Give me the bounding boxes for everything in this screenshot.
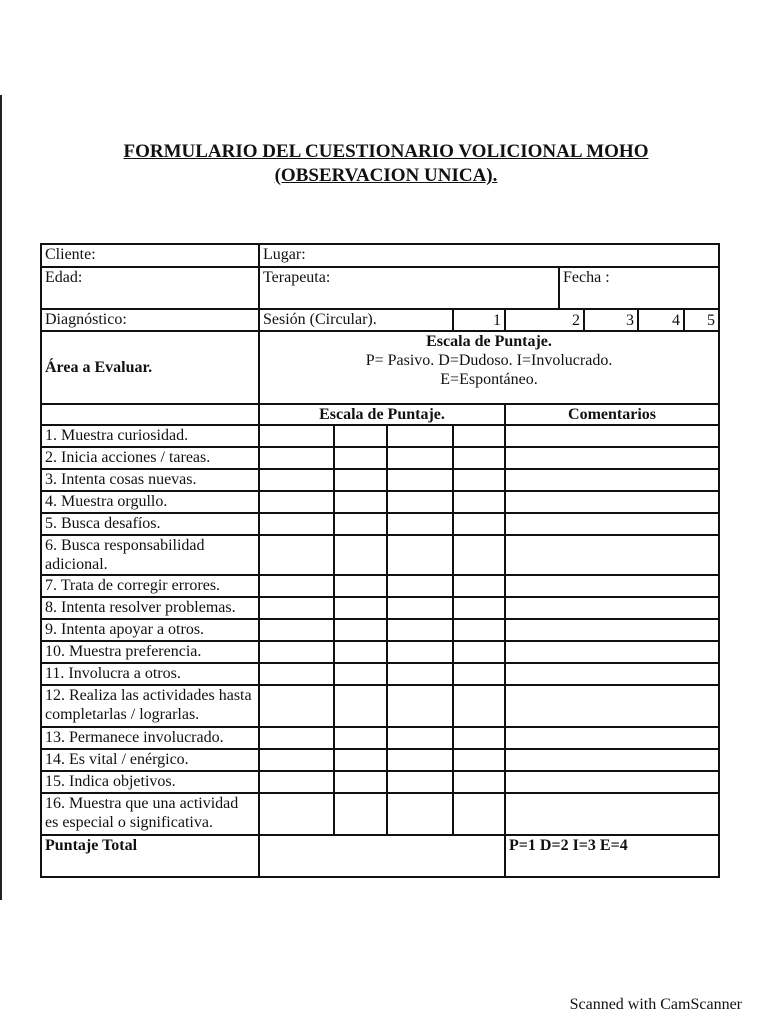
score-p-cell[interactable] (259, 575, 334, 597)
score-d-cell[interactable] (334, 749, 387, 771)
item-row (41, 597, 719, 619)
score-e-cell[interactable] (453, 685, 505, 727)
score-i-cell[interactable] (387, 469, 453, 491)
session-label: Sesión (Circular). (259, 309, 453, 331)
session-option-1[interactable]: 1 (453, 309, 505, 331)
score-p-cell[interactable] (259, 447, 334, 469)
score-i-cell[interactable] (387, 619, 453, 641)
item-label: 16. Muestra que una actividad es especial o significativa. (41, 793, 259, 835)
area-label: Área a Evaluar. (41, 331, 259, 404)
item-label: 2. Inicia acciones / tareas. (41, 447, 259, 469)
score-e-cell[interactable] (453, 469, 505, 491)
score-d-cell[interactable] (334, 535, 387, 575)
client-field[interactable]: Cliente: (41, 244, 259, 267)
comment-cell[interactable] (505, 447, 719, 469)
comment-cell[interactable] (505, 685, 719, 727)
volitional-form-table (40, 243, 720, 878)
comment-cell[interactable] (505, 575, 719, 597)
score-d-cell[interactable] (334, 575, 387, 597)
score-p-cell[interactable] (259, 641, 334, 663)
item-row (41, 425, 719, 447)
comments-column-header: Comentarios (505, 404, 719, 425)
place-field[interactable]: Lugar: (259, 244, 719, 267)
score-e-cell[interactable] (453, 513, 505, 535)
score-d-cell[interactable] (334, 513, 387, 535)
age-field[interactable]: Edad: (41, 267, 259, 309)
item-row (41, 619, 719, 641)
item-row (41, 771, 719, 793)
blank-header-cell (41, 404, 259, 425)
score-i-cell[interactable] (387, 793, 453, 835)
comment-cell[interactable] (505, 663, 719, 685)
score-e-cell[interactable] (453, 425, 505, 447)
date-field[interactable]: Fecha : (559, 267, 719, 309)
score-p-cell[interactable] (259, 513, 334, 535)
item-row (41, 641, 719, 663)
item-label: 12. Realiza las actividades hasta completarlas / lograrlas. (41, 685, 259, 727)
score-d-cell[interactable] (334, 425, 387, 447)
item-rows (41, 425, 719, 835)
score-p-cell[interactable] (259, 425, 334, 447)
scan-edge-line (0, 95, 2, 900)
comment-cell[interactable] (505, 619, 719, 641)
score-d-cell[interactable] (334, 727, 387, 749)
score-p-cell[interactable] (259, 469, 334, 491)
score-e-cell[interactable] (453, 749, 505, 771)
score-p-cell[interactable] (259, 685, 334, 727)
score-e-cell[interactable] (453, 535, 505, 575)
score-d-cell[interactable] (334, 663, 387, 685)
comment-cell[interactable] (505, 727, 719, 749)
score-i-cell[interactable] (387, 575, 453, 597)
item-label: 6. Busca responsabilidad adicional. (41, 535, 259, 575)
score-e-cell[interactable] (453, 641, 505, 663)
item-label: 4. Muestra orgullo. (41, 491, 259, 513)
comment-cell[interactable] (505, 793, 719, 835)
therapist-field[interactable]: Terapeuta: (259, 267, 559, 309)
score-i-cell[interactable] (387, 597, 453, 619)
score-e-cell[interactable] (453, 491, 505, 513)
comment-cell[interactable] (505, 749, 719, 771)
score-d-cell[interactable] (334, 641, 387, 663)
item-row (41, 727, 719, 749)
item-row (41, 469, 719, 491)
comment-cell[interactable] (505, 641, 719, 663)
comment-cell[interactable] (505, 491, 719, 513)
session-option-2[interactable]: 2 (505, 309, 584, 331)
item-label: 7. Trata de corregir errores. (41, 575, 259, 597)
score-i-cell[interactable] (387, 491, 453, 513)
item-label: 13. Permanece involucrado. (41, 727, 259, 749)
score-i-cell[interactable] (387, 535, 453, 575)
score-i-cell[interactable] (387, 749, 453, 771)
total-score-key: P=1 D=2 I=3 E=4 (505, 835, 719, 877)
score-i-cell[interactable] (387, 685, 453, 727)
score-e-cell[interactable] (453, 793, 505, 835)
session-option-4[interactable]: 4 (638, 309, 684, 331)
item-row (41, 513, 719, 535)
item-label: 10. Muestra preferencia. (41, 641, 259, 663)
total-label: Puntaje Total (41, 835, 259, 877)
item-row (41, 575, 719, 597)
score-d-cell[interactable] (334, 491, 387, 513)
diagnosis-field[interactable]: Diagnóstico: (41, 309, 259, 331)
score-d-cell[interactable] (334, 793, 387, 835)
score-e-cell[interactable] (453, 771, 505, 793)
score-p-cell[interactable] (259, 663, 334, 685)
legend-title: Escala de Puntaje. (426, 333, 552, 350)
score-p-cell[interactable] (259, 619, 334, 641)
score-p-cell[interactable] (259, 793, 334, 835)
item-label: 11. Involucra a otros. (41, 663, 259, 685)
score-i-cell[interactable] (387, 425, 453, 447)
legend-line-1: P= Pasivo. D=Dudoso. I=Involucrado. (365, 352, 613, 369)
item-row (41, 535, 719, 575)
scanner-watermark: Scanned with CamScanner (569, 996, 742, 1013)
score-p-cell[interactable] (259, 727, 334, 749)
item-label: 9. Intenta apoyar a otros. (41, 619, 259, 641)
item-row (41, 663, 719, 685)
score-e-cell[interactable] (453, 575, 505, 597)
comment-cell[interactable] (505, 535, 719, 575)
score-i-cell[interactable] (387, 513, 453, 535)
score-p-cell[interactable] (259, 491, 334, 513)
score-legend (259, 331, 719, 404)
item-row (41, 749, 719, 771)
score-e-cell[interactable] (453, 597, 505, 619)
form-title: FORMULARIO DEL CUESTIONARIO VOLICIONAL MOHO (123, 141, 649, 162)
item-label: 1. Muestra curiosidad. (41, 425, 259, 447)
item-label: 5. Busca desafíos. (41, 513, 259, 535)
score-d-cell[interactable] (334, 447, 387, 469)
item-row (41, 793, 719, 835)
session-option-5[interactable]: 5 (684, 309, 719, 331)
total-score-cell[interactable] (259, 835, 505, 877)
score-i-cell[interactable] (387, 663, 453, 685)
score-p-cell[interactable] (259, 535, 334, 575)
score-e-cell[interactable] (453, 663, 505, 685)
score-i-cell[interactable] (387, 771, 453, 793)
score-column-header: Escala de Puntaje. (259, 404, 505, 425)
legend-line-2: E=Espontáneo. (440, 371, 538, 388)
score-p-cell[interactable] (259, 749, 334, 771)
score-d-cell[interactable] (334, 619, 387, 641)
score-d-cell[interactable] (334, 685, 387, 727)
score-i-cell[interactable] (387, 447, 453, 469)
item-label: 3. Intenta cosas nuevas. (41, 469, 259, 491)
item-row (41, 685, 719, 727)
item-row (41, 447, 719, 469)
score-p-cell[interactable] (259, 771, 334, 793)
score-e-cell[interactable] (453, 447, 505, 469)
form-subtitle: (OBSERVACION UNICA). (274, 165, 498, 186)
score-d-cell[interactable] (334, 771, 387, 793)
score-d-cell[interactable] (334, 597, 387, 619)
comment-cell[interactable] (505, 513, 719, 535)
item-row (41, 491, 719, 513)
score-e-cell[interactable] (453, 727, 505, 749)
comment-cell[interactable] (505, 771, 719, 793)
session-option-3[interactable]: 3 (584, 309, 638, 331)
item-label: 14. Es vital / enérgico. (41, 749, 259, 771)
score-d-cell[interactable] (334, 469, 387, 491)
score-i-cell[interactable] (387, 641, 453, 663)
item-label: 15. Indica objetivos. (41, 771, 259, 793)
comment-cell[interactable] (505, 469, 719, 491)
score-p-cell[interactable] (259, 597, 334, 619)
comment-cell[interactable] (505, 425, 719, 447)
score-i-cell[interactable] (387, 727, 453, 749)
item-label: 8. Intenta resolver problemas. (41, 597, 259, 619)
comment-cell[interactable] (505, 597, 719, 619)
score-e-cell[interactable] (453, 619, 505, 641)
